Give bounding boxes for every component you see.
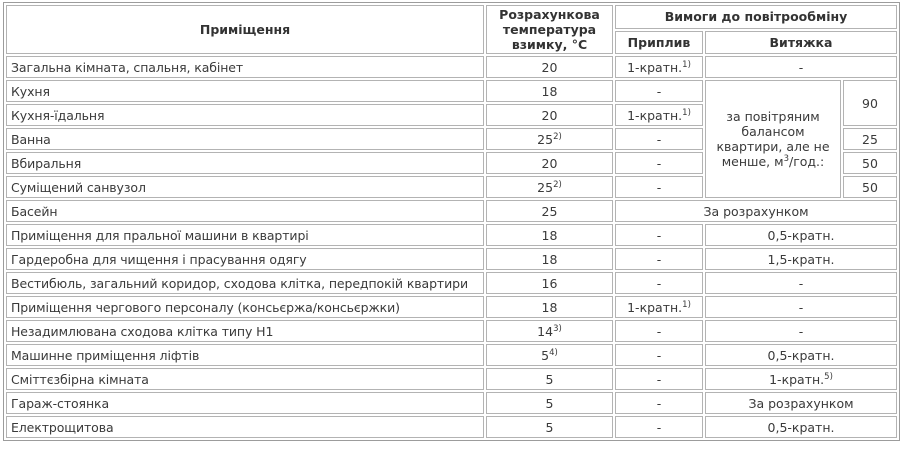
supply-cell xyxy=(615,104,703,126)
footnote-marker: 2) xyxy=(553,179,562,190)
temp-cell: 18 xyxy=(486,80,613,102)
supply-cell: - xyxy=(615,176,703,198)
exhaust-cell xyxy=(705,368,897,390)
room-cell: Гардеробна для чищення і прасування одягу xyxy=(6,248,484,270)
exhaust-cell: - xyxy=(705,320,897,342)
header-room: Приміщення xyxy=(6,5,484,54)
supply-cell: - xyxy=(615,392,703,414)
temp-value: 5 xyxy=(541,347,550,363)
room-cell: Вестибюль, загальний коридор, сходова клітка, передпокій квартири xyxy=(6,272,484,294)
table-row xyxy=(6,272,897,294)
temp-value: 14 xyxy=(537,323,554,339)
temp-value: 25 xyxy=(537,179,554,195)
supply-cell: - xyxy=(615,272,703,294)
table-row xyxy=(6,80,897,102)
room-cell: Гараж-стоянка xyxy=(6,392,484,414)
supply-value: 1-кратн. xyxy=(627,59,683,75)
exhaust-min-cell: 50 xyxy=(843,152,897,174)
temp-cell: 5 xyxy=(486,416,613,438)
balance-text-2: /год.: xyxy=(788,154,825,169)
temp-cell: 18 xyxy=(486,224,613,246)
temp-cell: 5 xyxy=(486,368,613,390)
exhaust-cell: - xyxy=(705,56,897,78)
exhaust-min-cell: 90 xyxy=(843,80,897,126)
table-row xyxy=(6,248,897,270)
footnote-marker: 1) xyxy=(682,59,691,70)
supply-value: 1-кратн. xyxy=(627,107,683,123)
supply-exhaust-cell: За розрахунком xyxy=(615,200,897,222)
room-cell: Приміщення для пральної машини в квартирі xyxy=(6,224,484,246)
exhaust-min-cell: 25 xyxy=(843,128,897,150)
room-cell: Басейн xyxy=(6,200,484,222)
exhaust-cell: 1,5-кратн. xyxy=(705,248,897,270)
exhaust-cell: - xyxy=(705,296,897,318)
exhaust-cell: 0,5-кратн. xyxy=(705,416,897,438)
temp-cell: 16 xyxy=(486,272,613,294)
room-cell: Кухня-їдальня xyxy=(6,104,484,126)
temp-cell: 18 xyxy=(486,248,613,270)
supply-cell xyxy=(615,56,703,78)
table-row xyxy=(6,224,897,246)
supply-cell: - xyxy=(615,224,703,246)
room-cell: Вбиральня xyxy=(6,152,484,174)
room-cell: Сміттєзбірна кімната xyxy=(6,368,484,390)
supply-value: 1-кратн. xyxy=(627,299,683,315)
footnote-marker: 1) xyxy=(682,107,691,118)
temp-cell xyxy=(486,344,613,366)
temp-value: 25 xyxy=(537,131,554,147)
supply-cell: - xyxy=(615,128,703,150)
header-vent: Вимоги до повітрообміну xyxy=(615,5,897,29)
room-cell: Ванна xyxy=(6,128,484,150)
exhaust-cell: - xyxy=(705,272,897,294)
header-exhaust: Витяжка xyxy=(705,31,897,55)
temp-cell: 20 xyxy=(486,56,613,78)
cubic-meter-sup: 3 xyxy=(783,153,789,164)
supply-cell: - xyxy=(615,416,703,438)
exhaust-cell: 0,5-кратн. xyxy=(705,344,897,366)
table-row xyxy=(6,344,897,366)
table-row xyxy=(6,368,897,390)
footnote-marker: 5) xyxy=(824,371,833,382)
temp-cell xyxy=(486,176,613,198)
room-cell: Кухня xyxy=(6,80,484,102)
exhaust-cell: 0,5-кратн. xyxy=(705,224,897,246)
supply-cell: - xyxy=(615,368,703,390)
room-cell: Незадимлювана сходова клітка типу Н1 xyxy=(6,320,484,342)
exhaust-balance-cell xyxy=(705,80,841,198)
table-row xyxy=(6,296,897,318)
footnote-marker: 4) xyxy=(549,347,558,358)
room-cell: Загальна кімната, спальня, кабінет xyxy=(6,56,484,78)
temp-cell: 20 xyxy=(486,104,613,126)
supply-cell: - xyxy=(615,80,703,102)
table-row xyxy=(6,200,897,222)
header-supply: Приплив xyxy=(615,31,703,55)
exhaust-cell: За розрахунком xyxy=(705,392,897,414)
supply-cell: - xyxy=(615,248,703,270)
footnote-marker: 3) xyxy=(553,323,562,334)
header-temp: Розрахункова температура взимку, °С xyxy=(486,5,613,54)
supply-cell: - xyxy=(615,320,703,342)
table-row xyxy=(6,392,897,414)
supply-cell xyxy=(615,296,703,318)
footnote-marker: 2) xyxy=(553,131,562,142)
table-row xyxy=(6,56,897,78)
room-cell: Приміщення чергового персоналу (консьєржа/консьєржки) xyxy=(6,296,484,318)
temp-cell xyxy=(486,320,613,342)
room-cell: Машинне приміщення ліфтів xyxy=(6,344,484,366)
ventilation-requirements-table xyxy=(3,2,900,441)
temp-cell: 25 xyxy=(486,200,613,222)
temp-cell: 20 xyxy=(486,152,613,174)
footnote-marker: 1) xyxy=(682,299,691,310)
exhaust-value: 1-кратн. xyxy=(769,371,825,387)
temp-cell xyxy=(486,128,613,150)
room-cell: Суміщений санвузол xyxy=(6,176,484,198)
temp-cell: 5 xyxy=(486,392,613,414)
balance-text: за повітряним балансом квартири, але не менше, м xyxy=(716,109,830,169)
header-row-1 xyxy=(6,5,897,29)
room-cell: Електрощитова xyxy=(6,416,484,438)
temp-cell: 18 xyxy=(486,296,613,318)
supply-cell: - xyxy=(615,152,703,174)
supply-cell: - xyxy=(615,344,703,366)
exhaust-min-cell: 50 xyxy=(843,176,897,198)
table-row xyxy=(6,416,897,438)
table-row xyxy=(6,320,897,342)
